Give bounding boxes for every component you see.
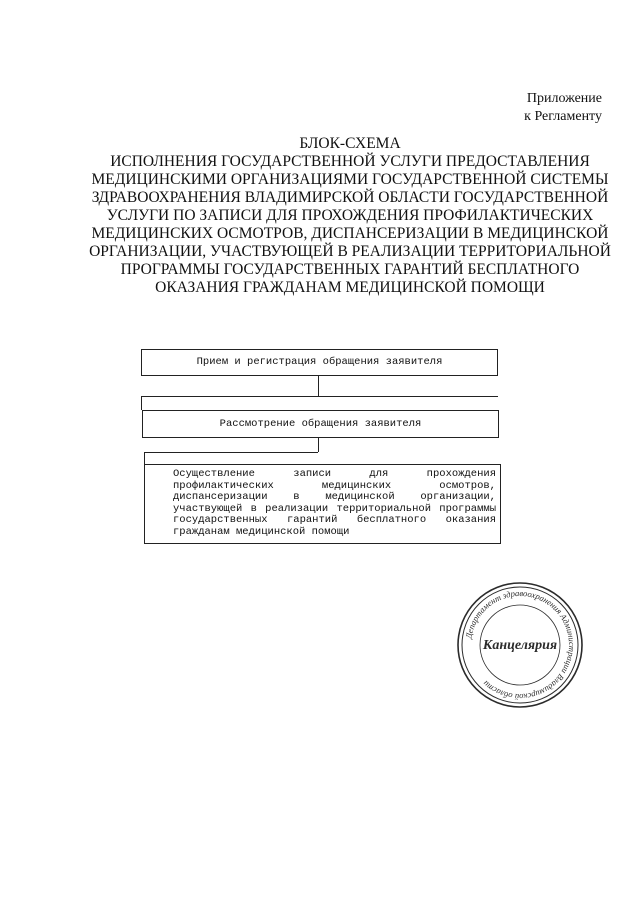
stamp-ring-text: Департамент здравоохранения Администрации Владимирской области: [463, 587, 578, 703]
connector-line: [318, 438, 319, 452]
title-line: УСЛУГИ ПО ЗАПИСИ ДЛЯ ПРОХОЖДЕНИЯ ПРОФИЛАКТИЧЕСКИХ: [106, 207, 594, 224]
flow-step-appointment: Осуществление записи для прохождения профилактических медицинских осмотров, диспансеризации в медицинской организации, участвующей в реализации территориальной программы государственных гарантий бесплатного оказания гражданам медицинской помощи: [144, 464, 501, 544]
appendix-line-1: Приложение: [526, 91, 602, 106]
flow-step-reception: Прием и регистрация обращения заявителя: [141, 349, 498, 376]
appendix-line-2: к Регламенту: [524, 109, 602, 124]
title-line: МЕДИЦИНСКИМИ ОРГАНИЗАЦИЯМИ ГОСУДАРСТВЕННОЙ СИСТЕМЫ: [91, 171, 609, 188]
stamp-center-text: Канцелярия: [482, 638, 558, 653]
appendix-label: [524, 90, 602, 126]
connector-line: [141, 396, 142, 410]
title-line: ОКАЗАНИЯ ГРАЖДАНАМ МЕДИЦИНСКОЙ ПОМОЩИ: [155, 279, 545, 296]
title-line: БЛОК-СХЕМА: [299, 135, 401, 152]
office-stamp: [455, 580, 585, 710]
connector-line: [144, 452, 145, 464]
title-line: ПРОГРАММЫ ГОСУДАРСТВЕННЫХ ГАРАНТИЙ БЕСПЛАТНОГО: [120, 261, 580, 278]
connector-line: [141, 396, 498, 397]
stamp-seal-icon: [455, 580, 585, 710]
document-title: [60, 135, 640, 297]
connector-line: [318, 376, 319, 396]
title-line: ИСПОЛНЕНИЯ ГОСУДАРСТВЕННОЙ УСЛУГИ ПРЕДОСТАВЛЕНИЯ: [110, 153, 590, 170]
connector-line: [144, 452, 318, 453]
title-line: МЕДИЦИНСКИХ ОСМОТРОВ, ДИСПАНСЕРИЗАЦИИ В МЕДИЦИНСКОЙ: [91, 225, 609, 242]
title-line: ЗДРАВООХРАНЕНИЯ ВЛАДИМИРСКОЙ ОБЛАСТИ ГОСУДАРСТВЕННОЙ: [91, 189, 609, 206]
title-line: ОРГАНИЗАЦИИ, УЧАСТВУЮЩЕЙ В РЕАЛИЗАЦИИ ТЕРРИТОРИАЛЬНОЙ: [89, 243, 611, 260]
flow-step-review: Рассмотрение обращения заявителя: [142, 410, 499, 438]
